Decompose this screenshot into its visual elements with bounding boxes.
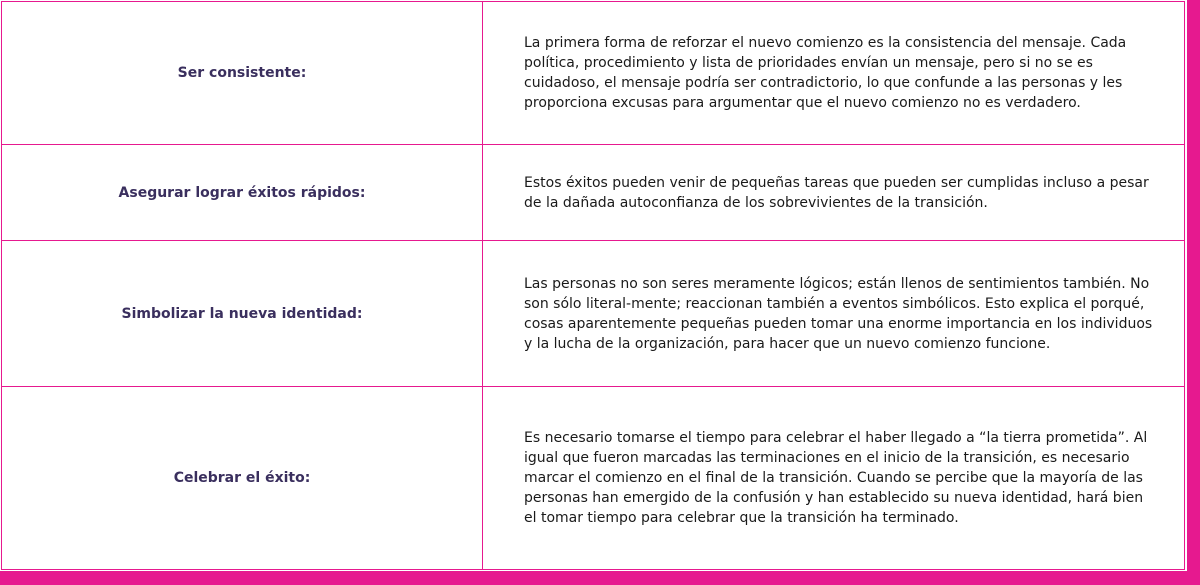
row-label: Ser consistente: [177,65,307,81]
row-description-cell [524,2,1160,144]
row-label: Simbolizar la nueva identidad: [121,305,363,322]
row-description: La primera forma de reforzar el nuevo comienzo es la consistencia del mensaje. Cada política, procedimiento y lista de prioridades envían un mensaje, pero si no se es cuidadoso, el mensaje podría ser contradictorio, lo que confunde a las personas y les proporciona excusas para argumentar que el nuevo comienzo no es verdadero. [524,35,1127,111]
table-row [2,387,1184,569]
row-label-cell [2,2,483,144]
accent-bottom-bar [0,571,1200,585]
table-row [2,145,1184,241]
table-row [2,2,1184,145]
row-label-cell [2,145,483,240]
row-label-cell [2,241,483,386]
row-description: Es necesario tomarse el tiempo para celebrar el haber llegado a “la tierra prometida”. Al igual que fueron marcadas las terminaciones en el inicio de la transición, es necesario marcar el comienzo en el final de la transición. Cuando se percibe que la mayoría de las personas han emergido de la confusión y han establecido su nueva identidad, hará bien el tomar tiempo para celebrar que la transición ha terminado. [524,430,1148,526]
row-label: Asegurar lograr éxitos rápidos: [118,184,366,201]
table-row [2,241,1184,387]
row-description-cell [524,387,1160,569]
content-table [1,1,1185,570]
accent-side-bar [1187,0,1200,585]
row-label-cell [2,387,483,569]
row-description: Las personas no son seres meramente lógicos; están llenos de sentimientos también. No son sólo literal-mente; reaccionan también a eventos simbólicos. Esto explica el porqué, cosas aparentemente pequeñas pueden tomar una enorme importancia en los individuos y la lucha de la organización, para hacer que un nuevo comienzo funcione. [524,275,1153,352]
row-description-cell [524,145,1160,240]
row-label: Celebrar el éxito: [173,470,311,486]
row-description: Estos éxitos pueden venir de pequeñas tareas que pueden ser cumplidas incluso a pesar de la dañada autoconfianza de los sobrevivientes de la transición. [524,174,1149,211]
row-description-cell [524,241,1160,386]
